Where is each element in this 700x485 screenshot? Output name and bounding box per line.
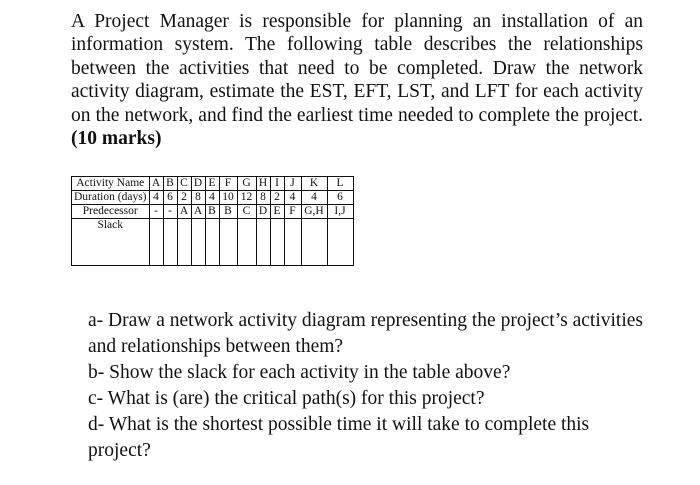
slack-cell[interactable] [270,219,284,266]
duration-cell: 2 [270,191,284,205]
activity-cell: B [163,177,177,191]
duration-cell: 10 [219,191,237,205]
duration-cell: 4 [301,191,327,205]
slack-cell[interactable] [177,219,191,266]
question-c: c- What is (are) the critical path(s) for this project? [88,388,485,409]
predecessor-cell: - [149,205,163,219]
duration-cell: 2 [177,191,191,205]
predecessor-cell: D [256,205,270,219]
duration-cell: 4 [205,191,219,205]
slack-cell[interactable] [237,219,256,266]
activity-cell: F [219,177,237,191]
duration-cell: 6 [163,191,177,205]
predecessor-cell: F [284,205,301,219]
predecessor-cell: B [205,205,219,219]
predecessor-cell: I,J [327,205,353,219]
activity-cell: C [177,177,191,191]
marks-label: (10 marks) [71,128,162,150]
duration-header: Duration (days) [72,191,150,205]
activity-cell: I [270,177,284,191]
duration-cell: 4 [284,191,301,205]
duration-cell: 6 [327,191,353,205]
slack-cell[interactable] [205,219,219,266]
predecessor-cell: E [270,205,284,219]
activity-cell: E [205,177,219,191]
activity-name-header: Activity Name [72,177,150,191]
predecessor-row [72,205,354,219]
duration-cell: 8 [256,191,270,205]
activity-cell: J [284,177,301,191]
activity-cell: G [237,177,256,191]
question-b: b- Show the slack for each activity in the table above? [88,362,511,383]
slack-row [72,219,354,266]
predecessor-cell: - [163,205,177,219]
activity-table [71,176,354,266]
slack-cell[interactable] [191,219,205,266]
activity-cell: A [149,177,163,191]
predecessor-cell: C [237,205,256,219]
duration-cell: 8 [191,191,205,205]
predecessor-cell: G,H [301,205,327,219]
predecessor-cell: A [177,205,191,219]
slack-cell[interactable] [327,219,353,266]
duration-cell: 12 [237,191,256,205]
question-a: a- Draw a network activity diagram representing the project’s activities and relationships between them? [88,310,643,357]
question-list [88,308,648,464]
activity-cell: L [327,177,353,191]
duration-cell: 4 [149,191,163,205]
activity-cell: H [256,177,270,191]
slack-cell[interactable] [163,219,177,266]
slack-cell[interactable] [149,219,163,266]
predecessor-cell: A [191,205,205,219]
activity-cell: K [301,177,327,191]
slack-cell[interactable] [219,219,237,266]
activity-name-row [72,177,354,191]
slack-cell[interactable] [256,219,270,266]
duration-row [72,191,354,205]
activity-cell: D [191,177,205,191]
predecessor-header: Predecessor [72,205,150,219]
question-d: d- What is the shortest possible time it will take to complete this project? [88,414,590,461]
slack-header: Slack [72,219,150,266]
slack-cell[interactable] [301,219,327,266]
problem-text: A Project Manager is responsible for planning an installation of an information system. The following table describes the relationships between the activities that need to be completed. Draw the network activity diagram, estimate the EST, EFT, LST, and LFT for each activity on the network, and find the earliest time needed to complete the project. [71,11,643,126]
problem-statement [71,10,643,150]
predecessor-cell: B [219,205,237,219]
slack-cell[interactable] [284,219,301,266]
